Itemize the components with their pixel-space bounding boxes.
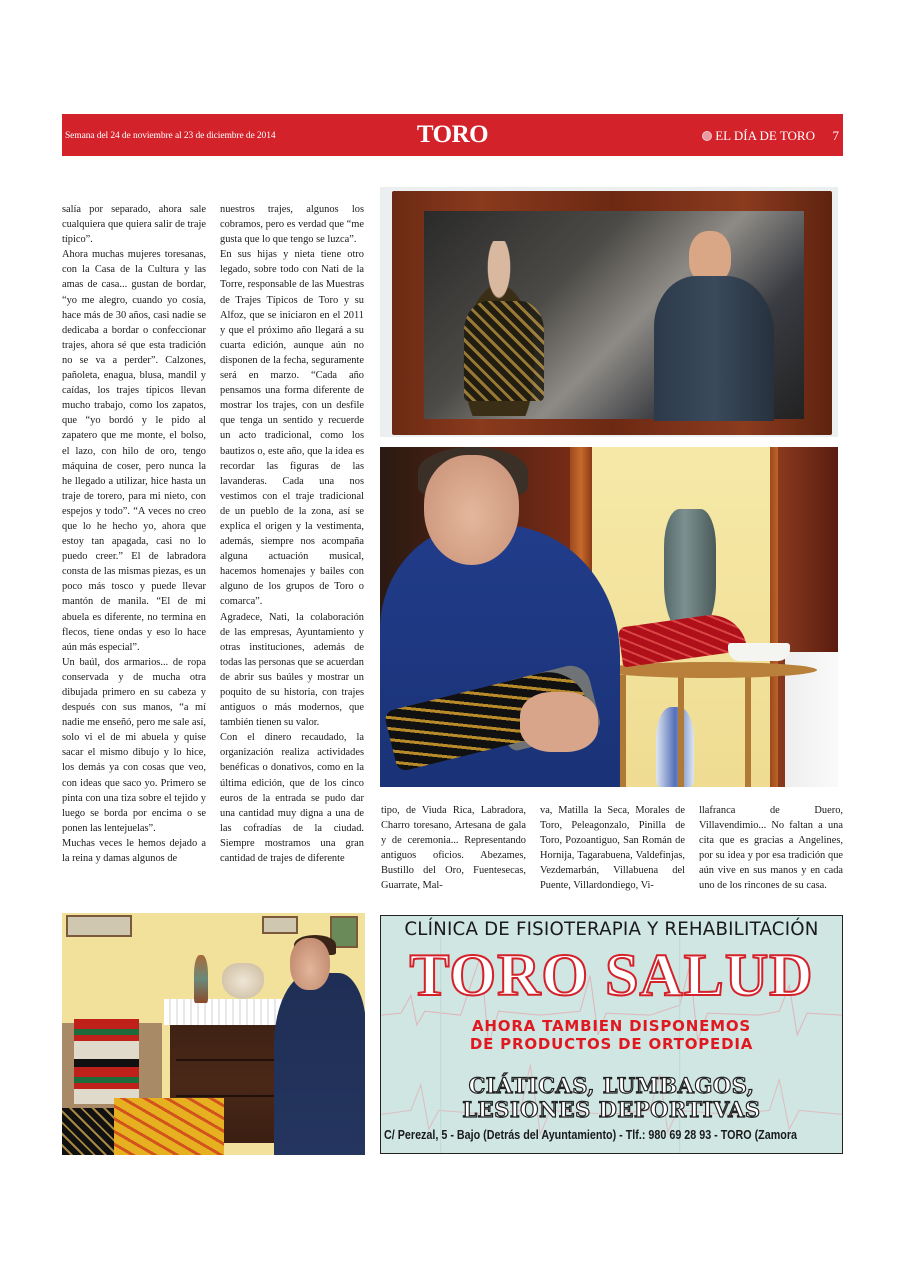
- wooden-frame: [392, 191, 832, 435]
- paragraph: Un baúl, dos armarios... de ropa conservada y de mucha otra dibujada primero en su cabeza y después con sus manos, “a mí nadie me enseñó, pero me sale así, solo vi el de mi abuela y quise sacar el mismo dibujo y lo hice, los demás ya con cosas que veo, con ideas que saco yo. Primero se pinta con una tiza sobre el tejido y luego se borda por encima o se ponen las lentejuelas”.: [62, 656, 206, 834]
- face: [290, 938, 330, 990]
- yellow-embroidered-cloth: [114, 1098, 224, 1155]
- wall-picture: [66, 915, 132, 937]
- blue-vase: [656, 707, 694, 787]
- paragraph: En sus hijas y nieta tiene otro legado, sobre todo con Nati de la Torre, responsable de las Muestras de Trajes Típicos de Toro y su Alfoz, que se iniciaron en el 2011 y que el próximo año llegará a su cuarta edición, aunque aún no disponen de la fecha, seguramente será en marzo. “Cada año pensamos una forma diferente de mostrar los trajes, con un desfile que tenga un sentido y recuerde un acto tradicional, como los bautizos o, este año, que la idea es recordar las figuras de las lavanderas. Cada una nos vestimos con el traje tradicional de un pueblo de la zona, así se explica el origen y la vestimenta, además, siempre nos acompaña alguna actuación musical, hacemos homenajes y bailes con alguno de los grupos de Toro o comarca”.: [220, 249, 364, 608]
- drawer-line: [176, 1059, 274, 1061]
- ad-brand-name: TORO SALUD: [409, 942, 814, 1008]
- saint-statue: [194, 955, 208, 1003]
- table-leg: [745, 675, 751, 787]
- paragraph: tipo, de Viuda Rica, Labradora, Charro toresano, Artesana de gala y de ceremonia... Representando antiguos oficios. Abezames, Bustillo del Oro, Fuentesecas, Guarrate, Mal-: [381, 805, 526, 892]
- ad-notice-line-2: DE PRODUCTOS DE ORTOPEDIA: [469, 1035, 754, 1053]
- framed-photograph: [380, 187, 838, 437]
- ad-headline: CLÍNICA DE FISIOTERAPIA Y REHABILITACIÓN: [404, 919, 819, 940]
- woman-chest-of-drawers-photo: [62, 913, 365, 1155]
- face: [424, 455, 519, 565]
- paragraph: Ahora muchas mujeres toresanas, con la Casa de la Cultura y las amas de casa... gustan de bordar, “yo me alegro, cuando yo cosía, hace más de 30 años, casi nadie se dedicaba a bordar o confeccionar trajes, ahora sé que esta tradición no se va a perder”. Calzones, pañoleta, enagua, blusa, mandil y caídas, los trajes típicos llevan mucho trabajo, como los zapatos, que “yo bordó y le pido al zapatero que me monte, el bolso, el lazo, con hilo de oro, tengo máquina de coser, pero nunca la he llegado a utilizar, hice hasta un traje de torero, para mi nieto, con espejos y todo”. “A veces no creo que lo he hecho yo, ahora que estoy tan apagada, casi no lo puedo creer.” El de labradora consta de las mismas piezas, es un poco más tosco y puede llevar mantón de manila. “El de mi abuela es diferente, no termina en flecos, tiene ondas y eso lo hace aún más especial”.: [62, 249, 206, 653]
- article-column-2: [220, 202, 364, 866]
- paragraph: Agradece, Nati, la colaboración de las empresas, Ayuntamiento y otras instituciones, además de todas las personas que se acuerdan de abrir sus baúles y mostrar un poquito de su historia, con trajes antiguos o más modernos, que también tienen su valor.: [220, 611, 364, 729]
- ad-address: C/ Perezal, 5 - Bajo (Detrás del Ayuntamiento) - Tlf.: 980 69 28 93 - TORO (Zamora: [384, 1128, 798, 1142]
- woman-embroidered-shoe-photo: [380, 447, 838, 787]
- table-leg: [620, 675, 626, 787]
- brand-name: EL DÍA DE TORO: [715, 128, 815, 143]
- lace-doily: [164, 999, 284, 1025]
- hand: [520, 692, 598, 752]
- paragraph: va, Matilla la Seca, Morales de Toro, Peleagonzalo, Pinilla de Toro, Pozoantiguo, San Román de Hornija, Tagarabuena, Valdefinjas, Vezdemarbán, Villabuena del Puente, Villardondiego, Vi-: [540, 805, 685, 892]
- toro-salud-advertisement: [380, 915, 843, 1154]
- brand-logo-dot-icon: [702, 131, 712, 141]
- page-header: [62, 114, 843, 156]
- man-in-suit: [654, 231, 774, 421]
- newspaper-brand: [702, 128, 815, 144]
- table-leg: [678, 675, 684, 787]
- article-column-4: [540, 803, 685, 894]
- white-bowl: [728, 643, 790, 661]
- ad-notice-line-1: AHORA TAMBIEN DISPONEMOS: [472, 1017, 751, 1035]
- ad-services-line-2: LESIONES DEPORTIVAS: [462, 1097, 761, 1122]
- wall-picture: [262, 916, 298, 934]
- paragraph: Con el dinero recaudado, la organización realiza actividades benéficas o donativos, como en la última edición, que de los cinco euros de la entrada se pudo dar una cantidad muy digna a una de las cofradías de la ciudad. Siempre mostramos una gran cantidad de trajes de diferente: [220, 732, 364, 865]
- article-column-1: [62, 202, 206, 866]
- page-number: 7: [832, 128, 839, 143]
- section-title: TORO: [416, 121, 489, 148]
- paragraph: Muchas veces le hemos dejado a la reina y damas algunos de: [62, 837, 206, 865]
- ceramic-tureen: [222, 963, 264, 999]
- issue-date-range: Semana del 24 de noviembre al 23 de diciembre de 2014: [65, 131, 276, 141]
- paragraph: nuestros trajes, algunos los cobramos, pero es verdad que “me gusta que lo que tengo se luzca”.: [220, 204, 364, 246]
- paragraph: llafranca de Duero, Villavendimio... No faltan a una cita que es gracias a Angelines, por su idea y por esa tradición que aún vive en sus manos y en cada uno de los rincones de su casa.: [699, 805, 843, 892]
- article-column-3: [381, 803, 526, 894]
- drawer-line: [176, 1095, 274, 1097]
- woman-blue-jacket: [274, 973, 365, 1155]
- woman-in-traditional-dress: [444, 241, 554, 416]
- paragraph: salía por separado, ahora sale cualquiera que quiera salir de traje típico”.: [62, 204, 206, 246]
- old-photo-handshake: [424, 211, 804, 419]
- striped-shawl: [74, 1019, 139, 1104]
- ad-services-line-1: CIÁTICAS, LUMBAGOS,: [468, 1073, 755, 1098]
- article-column-5: [699, 803, 843, 894]
